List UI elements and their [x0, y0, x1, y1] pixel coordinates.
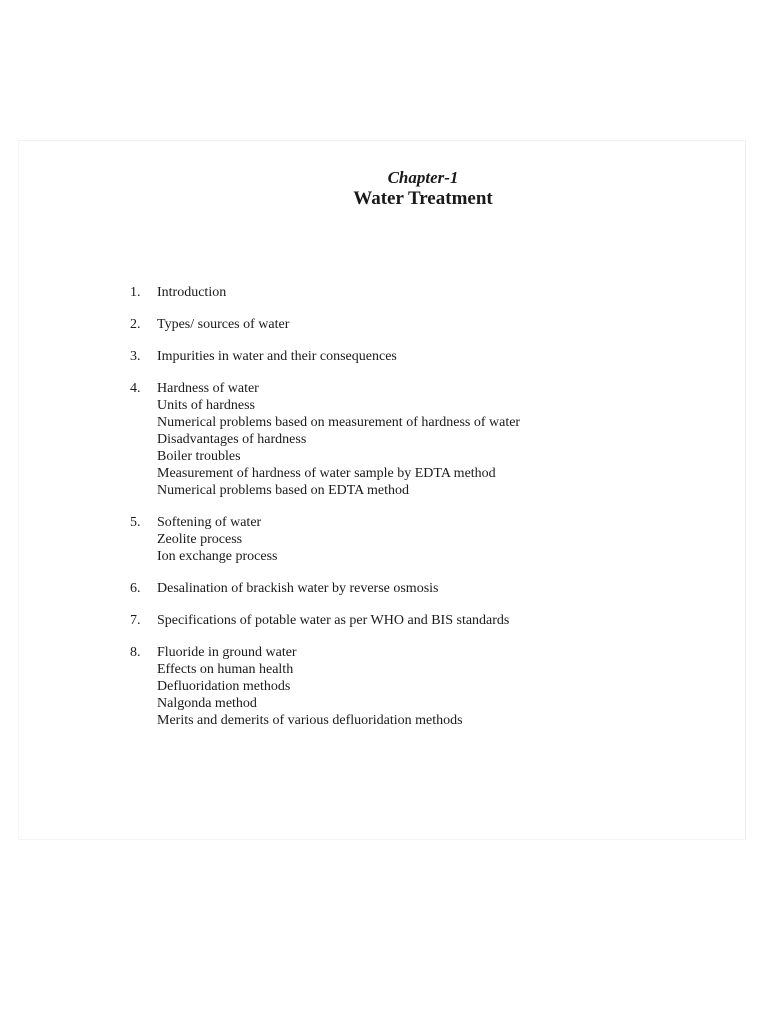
toc-item-number: 4. — [130, 381, 141, 396]
toc-item-heading: Types/ sources of water — [157, 317, 290, 332]
toc-item — [130, 644, 690, 729]
toc-item-subtopic: Ion exchange process — [157, 549, 278, 564]
toc-item-subtopic: Units of hardness — [157, 398, 255, 413]
toc-item-number: 7. — [130, 613, 141, 628]
toc-item-number: 2. — [130, 317, 141, 332]
toc-item-subtopic: Effects on human health — [157, 662, 294, 677]
toc-item — [130, 514, 690, 565]
toc-item-subtopic: Boiler troubles — [157, 449, 241, 464]
toc-item — [130, 316, 690, 333]
chapter-label: Chapter-1 — [387, 168, 459, 187]
toc-item-subtopic: Numerical problems based on EDTA method — [157, 483, 409, 498]
toc-item — [130, 612, 690, 629]
toc-item — [130, 580, 690, 597]
toc-item-number: 3. — [130, 349, 141, 364]
toc-item-subtopic: Zeolite process — [157, 532, 243, 547]
toc-item-heading: Softening of water — [157, 515, 262, 530]
toc-item — [130, 348, 690, 365]
toc-item-subtopic: Defluoridation methods — [157, 679, 291, 694]
toc-item-heading: Desalination of brackish water by reverse osmosis — [157, 581, 439, 596]
toc-item-number: 1. — [130, 285, 141, 300]
toc-item-subtopic: Merits and demerits of various defluoridation methods — [157, 713, 463, 728]
toc-item-heading: Introduction — [157, 285, 227, 300]
table-of-contents — [130, 284, 690, 744]
toc-item-heading: Impurities in water and their consequences — [157, 349, 397, 364]
toc-item-number: 5. — [130, 515, 141, 530]
toc-item-heading: Hardness of water — [157, 381, 259, 396]
toc-item-subtopic: Nalgonda method — [157, 696, 257, 711]
toc-item-number: 8. — [130, 645, 141, 660]
chapter-title: Water Treatment — [353, 188, 493, 209]
toc-item-heading: Specifications of potable water as per WHO and BIS standards — [157, 613, 510, 628]
toc-item-subtopic: Measurement of hardness of water sample by EDTA method — [157, 466, 496, 481]
toc-item-subtopic: Disadvantages of hardness — [157, 432, 307, 447]
toc-item — [130, 284, 690, 301]
toc-item — [130, 380, 690, 499]
toc-item-number: 6. — [130, 581, 141, 596]
toc-item-heading: Fluoride in ground water — [157, 645, 297, 660]
toc-item-subtopic: Numerical problems based on measurement of hardness of water — [157, 415, 521, 430]
